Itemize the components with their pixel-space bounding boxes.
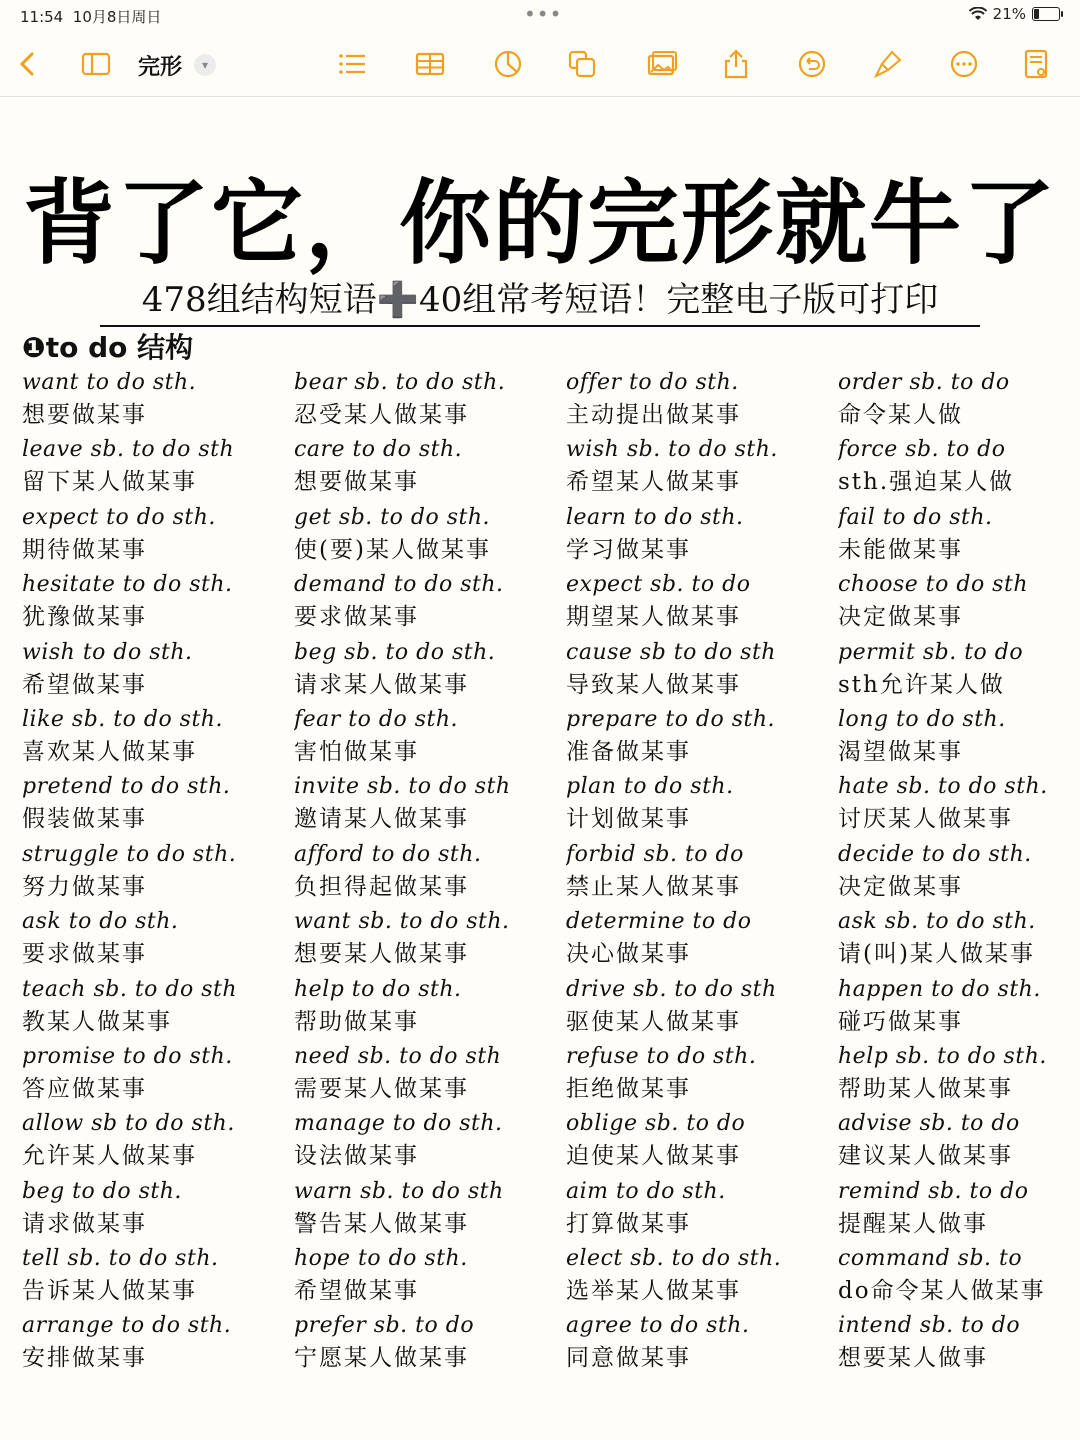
wifi-icon — [969, 7, 987, 21]
phrase-chinese: do命令某人做某事 — [838, 1278, 1046, 1305]
phrase-item — [566, 1175, 838, 1242]
phrase-item — [566, 433, 838, 500]
phrase-english: help to do sth. — [294, 976, 462, 1002]
phrase-english: get sb. to do sth. — [294, 504, 490, 530]
phrase-english: tell sb. to do sth. — [22, 1246, 219, 1272]
phrase-chinese: 邀请某人做某事 — [294, 806, 469, 833]
phrase-chinese: 需要某人做某事 — [294, 1075, 469, 1102]
phrase-english: leave sb. to do sth — [22, 437, 235, 463]
phrase-item — [294, 905, 566, 972]
phrase-english: agree to do sth. — [566, 1313, 750, 1339]
phrase-chinese: 学习做某事 — [566, 536, 691, 563]
phrase-chinese: 决定做某事 — [838, 604, 963, 631]
phrase-item — [838, 366, 1072, 433]
phrase-chinese: 犹豫做某事 — [22, 604, 147, 631]
phrase-chinese: 希望做某事 — [294, 1278, 419, 1305]
phrase-english: expect to do sth. — [22, 504, 216, 530]
phrase-item — [566, 1309, 838, 1376]
chevron-down-icon[interactable]: ▾ — [194, 54, 216, 76]
phrase-chinese: 建议某人做某事 — [838, 1143, 1013, 1170]
phrase-chinese: 禁止某人做某事 — [566, 873, 741, 900]
phrase-chinese: sth允许某人做 — [838, 671, 1005, 698]
page-title: 背了它，你的完形就牛了 — [22, 170, 1057, 277]
list-icon[interactable] — [334, 46, 370, 82]
phrase-english: struggle to do sth. — [22, 841, 237, 867]
phrase-item — [22, 1175, 294, 1242]
phrase-english: arrange to do sth. — [22, 1313, 232, 1339]
phrase-chinese: 希望某人做某事 — [566, 469, 741, 496]
phrase-chinese: 期待做某事 — [22, 536, 147, 563]
phrase-english: forbid sb. to do — [566, 841, 744, 867]
phrase-chinese: sth.强迫某人做 — [838, 469, 1015, 496]
status-indicators — [969, 5, 1060, 23]
phrase-english: demand to do sth. — [294, 572, 504, 598]
phrase-item — [566, 366, 838, 433]
phrase-english: happen to do sth. — [838, 976, 1041, 1002]
phrase-english: hesitate to do sth. — [22, 572, 233, 598]
phrase-item — [22, 568, 294, 635]
phrase-item — [566, 1107, 838, 1174]
phrase-english: need sb. to do sth — [294, 1043, 502, 1069]
phrase-item — [22, 838, 294, 905]
phrase-english: fail to do sth. — [838, 504, 993, 530]
more-icon[interactable] — [946, 46, 982, 82]
phrase-chinese: 宁愿某人做某事 — [294, 1345, 469, 1372]
phrase-item — [22, 1309, 294, 1376]
phrase-item — [566, 703, 838, 770]
phrase-english: hate sb. to do sth. — [838, 774, 1048, 800]
phrase-item — [566, 1242, 838, 1309]
phrase-chinese: 提醒某人做事 — [838, 1210, 988, 1237]
phrase-chinese: 准备做某事 — [566, 738, 691, 765]
phrase-english: drive sb. to do sth — [566, 976, 777, 1002]
back-icon[interactable] — [10, 46, 46, 82]
phrase-chinese: 允许某人做某事 — [22, 1143, 197, 1170]
phrase-item — [294, 1309, 566, 1376]
phrase-chinese: 导致某人做某事 — [566, 671, 741, 698]
phrase-chinese: 教某人做某事 — [22, 1008, 172, 1035]
phrase-chinese: 打算做某事 — [566, 1210, 691, 1237]
toolbar — [0, 32, 1080, 97]
phrase-chinese: 要求做某事 — [22, 941, 147, 968]
phrase-chinese: 未能做某事 — [838, 536, 963, 563]
phrase-english: learn to do sth. — [566, 504, 744, 530]
phrase-item — [838, 433, 1072, 500]
phrase-english: hope to do sth. — [294, 1246, 468, 1272]
phrase-english: like sb. to do sth. — [22, 706, 223, 732]
phrase-chinese: 选举某人做某事 — [566, 1278, 741, 1305]
phrase-item — [838, 1175, 1072, 1242]
phrase-chinese: 驱使某人做某事 — [566, 1008, 741, 1035]
phrase-english: manage to do sth. — [294, 1111, 503, 1137]
phrase-english: force sb. to do — [838, 437, 1006, 463]
phrase-item — [838, 1242, 1072, 1309]
phrase-item — [838, 1309, 1072, 1376]
phrase-item — [566, 1040, 838, 1107]
phrase-item — [22, 433, 294, 500]
shapes-icon[interactable] — [564, 46, 600, 82]
media-icon[interactable] — [644, 46, 680, 82]
phrase-english: ask to do sth. — [22, 909, 179, 935]
status-bar — [0, 0, 1080, 32]
phrase-item — [838, 905, 1072, 972]
status-time-date: 11:54 10月8日周日 — [20, 8, 162, 26]
phrase-item — [22, 770, 294, 837]
phrase-chinese: 期望某人做某事 — [566, 604, 741, 631]
phrase-chinese: 讨厌某人做某事 — [838, 806, 1013, 833]
phrase-chinese: 命令某人做 — [838, 402, 963, 428]
phrase-item — [838, 568, 1072, 635]
table-icon[interactable] — [412, 46, 448, 82]
phrase-english: prepare to do sth. — [566, 706, 776, 732]
phrase-item — [838, 1040, 1072, 1107]
phrase-item — [22, 703, 294, 770]
phrase-english: order sb. to do — [838, 370, 1010, 395]
phrase-english: wish to do sth. — [22, 639, 193, 665]
phrase-english: promise to do sth. — [22, 1043, 233, 1069]
phrase-chinese: 假装做某事 — [22, 806, 147, 833]
battery-percent: 21% — [992, 5, 1026, 23]
phrase-item — [22, 1242, 294, 1309]
phrase-english: aim to do sth. — [566, 1178, 726, 1204]
phrase-item — [566, 501, 838, 568]
phrase-english: choose to do sth — [838, 572, 1028, 598]
multitasking-dots-icon[interactable]: ••• — [524, 2, 563, 26]
phrase-item — [294, 366, 566, 433]
phrase-item — [566, 838, 838, 905]
document-icon[interactable] — [1018, 46, 1054, 82]
phrase-english: beg to do sth. — [22, 1178, 182, 1204]
phrase-english: teach sb. to do sth — [22, 976, 238, 1002]
phrase-english: invite sb. to do sth — [294, 774, 511, 800]
phrase-chinese: 迫使某人做某事 — [566, 1143, 741, 1170]
phrase-chinese: 主动提出做某事 — [566, 402, 741, 428]
phrase-item — [294, 770, 566, 837]
phrase-english: help sb. to do sth. — [838, 1043, 1047, 1069]
phrase-item — [294, 433, 566, 500]
phrase-english: long to do sth. — [838, 706, 1006, 732]
phrase-item — [838, 973, 1072, 1040]
phrase-item — [294, 501, 566, 568]
phrase-english: oblige sb. to do — [566, 1111, 746, 1137]
phrase-chinese: 忍受某人做某事 — [294, 402, 469, 428]
phrase-item — [294, 1242, 566, 1309]
phrase-chinese: 碰巧做某事 — [838, 1008, 963, 1035]
phrase-english: pretend to do sth. — [22, 774, 231, 800]
phrase-chinese: 安排做某事 — [22, 1345, 147, 1372]
phrase-item — [294, 1107, 566, 1174]
phrase-chinese: 想要某人做事 — [838, 1345, 988, 1372]
phrase-english: fear to do sth. — [294, 706, 458, 732]
phrase-item — [838, 1107, 1072, 1174]
phrase-chinese: 努力做某事 — [22, 873, 147, 900]
phrase-english: want sb. to do sth. — [294, 909, 510, 935]
phrase-item — [566, 770, 838, 837]
phrase-english: permit sb. to do — [838, 639, 1024, 665]
phrase-item — [22, 905, 294, 972]
phrase-english: offer to do sth. — [566, 370, 739, 395]
chart-icon[interactable] — [490, 46, 526, 82]
phrase-chinese: 渴望做某事 — [838, 738, 963, 765]
phrase-chinese: 警告某人做某事 — [294, 1210, 469, 1237]
phrase-chinese: 告诉某人做某事 — [22, 1278, 197, 1305]
phrase-english: want to do sth. — [22, 370, 197, 395]
phrase-english: ask sb. to do sth. — [838, 909, 1036, 935]
phrase-chinese: 害怕做某事 — [294, 738, 419, 765]
phrase-chinese: 使(要)某人做某事 — [294, 536, 491, 563]
phrase-chinese: 设法做某事 — [294, 1143, 419, 1170]
phrase-chinese: 决定做某事 — [838, 873, 963, 900]
phrase-item — [22, 366, 294, 433]
phrase-item — [838, 703, 1072, 770]
phrase-english: cause sb to do sth — [566, 639, 776, 665]
phrase-english: plan to do sth. — [566, 774, 734, 800]
phrase-chinese: 计划做某事 — [566, 806, 691, 833]
phrase-item — [294, 636, 566, 703]
phrase-item — [566, 905, 838, 972]
phrase-item — [838, 770, 1072, 837]
phrase-chinese: 想要做某事 — [22, 402, 147, 428]
phrase-chinese: 帮助某人做某事 — [838, 1075, 1013, 1102]
phrase-chinese: 想要某人做某事 — [294, 941, 469, 968]
phrase-english: prefer sb. to do — [294, 1313, 475, 1339]
phrase-english: allow sb to do sth. — [22, 1111, 235, 1137]
phrase-item — [294, 838, 566, 905]
phrase-item — [838, 501, 1072, 568]
phrase-item — [566, 568, 838, 635]
undo-icon[interactable] — [794, 46, 830, 82]
phrase-chinese: 想要做某事 — [294, 469, 419, 496]
phrase-item — [22, 1107, 294, 1174]
phrase-english: remind sb. to do — [838, 1178, 1029, 1204]
page-subtitle: 478组结构短语➕40组常考短语！完整电子版可打印 — [100, 272, 980, 327]
phrase-chinese: 要求做某事 — [294, 604, 419, 631]
phrase-chinese: 同意做某事 — [566, 1345, 691, 1372]
phrase-chinese: 留下某人做某事 — [22, 469, 197, 496]
phrase-english: bear sb. to do sth. — [294, 370, 506, 395]
section-title: ❶to do 结构 — [22, 331, 194, 364]
phrase-item — [838, 838, 1072, 905]
phrase-chinese: 答应做某事 — [22, 1075, 147, 1102]
phrase-english: intend sb. to do — [838, 1313, 1021, 1339]
phrase-english: command sb. to — [838, 1246, 1023, 1272]
battery-icon — [1032, 7, 1060, 21]
phrase-item — [294, 568, 566, 635]
phrase-chinese: 喜欢某人做某事 — [22, 738, 197, 765]
phrase-english: wish sb. to do sth. — [566, 437, 778, 463]
phrase-item — [294, 1175, 566, 1242]
phrase-chinese: 请求某人做某事 — [294, 671, 469, 698]
sidebar-icon[interactable] — [78, 46, 114, 82]
phrase-english: afford to do sth. — [294, 841, 482, 867]
phrase-english: expect sb. to do — [566, 572, 751, 598]
phrase-item — [294, 703, 566, 770]
phrase-chinese: 负担得起做某事 — [294, 873, 469, 900]
phrase-item — [294, 1040, 566, 1107]
phrase-item — [22, 501, 294, 568]
phrase-chinese: 帮助做某事 — [294, 1008, 419, 1035]
share-icon[interactable] — [718, 46, 754, 82]
phrase-chinese: 请(叫)某人做某事 — [838, 941, 1035, 968]
phrase-english: care to do sth. — [294, 437, 463, 463]
paintbrush-icon[interactable] — [870, 46, 906, 82]
document-title[interactable]: 完形 — [138, 55, 183, 80]
phrase-item — [566, 636, 838, 703]
phrase-grid — [22, 366, 1072, 1377]
phrase-english: elect sb. to do sth. — [566, 1246, 782, 1272]
phrase-chinese: 希望做某事 — [22, 671, 147, 698]
phrase-english: refuse to do sth. — [566, 1043, 757, 1069]
phrase-english: decide to do sth. — [838, 841, 1032, 867]
phrase-item — [22, 973, 294, 1040]
phrase-english: beg sb. to do sth. — [294, 639, 496, 665]
phrase-item — [294, 973, 566, 1040]
phrase-item — [566, 973, 838, 1040]
phrase-chinese: 决心做某事 — [566, 941, 691, 968]
phrase-item — [22, 636, 294, 703]
phrase-item — [22, 1040, 294, 1107]
phrase-chinese: 请求做某事 — [22, 1210, 147, 1237]
phrase-english: warn sb. to do sth — [294, 1178, 504, 1204]
phrase-item — [838, 636, 1072, 703]
phrase-english: determine to do — [566, 909, 752, 935]
phrase-english: advise sb. to do — [838, 1111, 1020, 1137]
phrase-chinese: 拒绝做某事 — [566, 1075, 691, 1102]
